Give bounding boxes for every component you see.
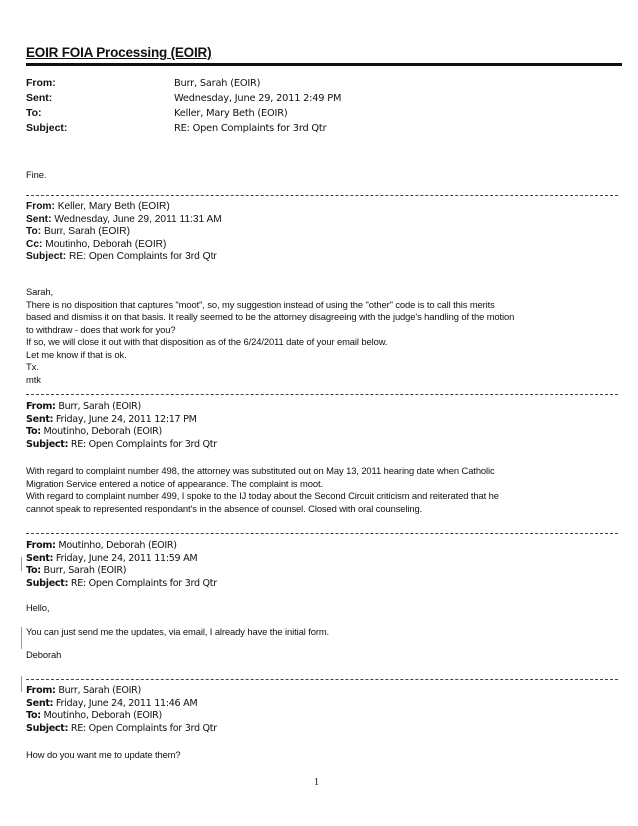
body-line: Hello, bbox=[26, 602, 50, 613]
sent-label: Sent: bbox=[26, 697, 54, 709]
from-value: Burr, Sarah (EOIR) bbox=[58, 685, 141, 696]
quoted-message-header bbox=[26, 540, 217, 590]
from-value: Moutinho, Deborah (EOIR) bbox=[58, 540, 177, 551]
quoted-message-body bbox=[26, 602, 329, 662]
header-subject-row bbox=[26, 121, 341, 136]
header-from-row bbox=[26, 76, 341, 91]
subject-label: Subject: bbox=[26, 438, 69, 450]
body-line: cannot speak to represented respondant's in the absence of counsel. Closed with oral counseling. bbox=[26, 502, 423, 514]
scan-artifact bbox=[21, 676, 22, 692]
subject-value: RE: Open Complaints for 3rd Qtr bbox=[69, 251, 217, 262]
from-label: From: bbox=[26, 77, 56, 89]
quoted-message-header bbox=[26, 401, 217, 451]
to-value: Moutinho, Deborah (EOIR) bbox=[43, 426, 162, 437]
to-value: Burr, Sarah (EOIR) bbox=[43, 565, 127, 576]
sent-value: Friday, June 24, 2011 12:17 PM bbox=[55, 413, 197, 425]
reply-body bbox=[26, 169, 46, 182]
quoted-message-header bbox=[26, 201, 222, 264]
body-line: based and dismiss it on that basis. It really seemed to be the attorney disagreeing with the judge's handling of the motion bbox=[26, 311, 515, 322]
sent-value: Friday, June 24, 2011 11:46 AM bbox=[55, 697, 198, 709]
subject-value: RE: Open Complaints for 3rd Qtr bbox=[70, 438, 217, 450]
document-title: EOIR FOIA Processing (EOIR) bbox=[26, 45, 212, 60]
body-line: How do you want me to update them? bbox=[26, 749, 181, 760]
subject-value: RE: Open Complaints for 3rd Qtr bbox=[70, 577, 217, 589]
from-label: From: bbox=[26, 685, 56, 696]
from-value: Keller, Mary Beth (EOIR) bbox=[57, 201, 170, 212]
sent-label: Sent: bbox=[26, 552, 54, 564]
to-label: To: bbox=[26, 226, 42, 237]
header-to-row bbox=[26, 106, 341, 121]
sent-label: Sent: bbox=[26, 213, 52, 225]
body-line: There is no disposition that captures "moot", so, my suggestion instead of using the "other" code is to call this merits bbox=[26, 298, 495, 310]
to-value: Keller, Mary Beth (EOIR) bbox=[174, 108, 288, 119]
email-header bbox=[26, 76, 341, 136]
subject-label: Subject: bbox=[26, 251, 67, 262]
subject-value: RE: Open Complaints for 3rd Qtr bbox=[70, 722, 217, 734]
cc-value: Moutinho, Deborah (EOIR) bbox=[45, 238, 167, 250]
body-line: Sarah, bbox=[26, 286, 54, 297]
body-line: mtk bbox=[26, 373, 41, 385]
subject-label: Subject: bbox=[26, 722, 69, 734]
body-line: Tx. bbox=[26, 361, 39, 372]
body-line: Let me know if that is ok. bbox=[26, 348, 127, 360]
sent-value: Wednesday, June 29, 2011 2:49 PM bbox=[174, 93, 342, 104]
sent-label: Sent: bbox=[26, 92, 53, 104]
subject-label: Subject: bbox=[26, 122, 68, 134]
body-line: Deborah bbox=[26, 649, 62, 660]
quoted-message-header bbox=[26, 685, 217, 735]
to-label: To: bbox=[26, 710, 41, 721]
body-line: to withdraw - does that work for you? bbox=[26, 323, 176, 335]
from-value: Burr, Sarah (EOIR) bbox=[174, 78, 261, 89]
body-line: With regard to complaint number 499, I spoke to the IJ today about the Second Circuit criticism and reiterated that he bbox=[26, 490, 499, 501]
from-label: From: bbox=[26, 201, 55, 212]
quoted-message-body bbox=[26, 749, 181, 762]
body-line: You can just send me the updates, via email, I already have the initial form. bbox=[26, 625, 330, 637]
sent-label: Sent: bbox=[26, 413, 54, 425]
message-separator bbox=[26, 679, 618, 680]
sent-value: Wednesday, June 29, 2011 11:31 AM bbox=[54, 213, 222, 225]
body-line: If so, we will close it out with that disposition as of the 6/24/2011 date of your email below. bbox=[26, 336, 388, 347]
to-value: Moutinho, Deborah (EOIR) bbox=[43, 710, 162, 721]
quoted-message-body bbox=[26, 286, 514, 386]
header-sent-row bbox=[26, 91, 341, 106]
reply-text: Fine. bbox=[26, 169, 47, 180]
to-label: To: bbox=[26, 107, 42, 119]
from-value: Burr, Sarah (EOIR) bbox=[58, 401, 141, 412]
title-rule bbox=[26, 63, 622, 66]
subject-label: Subject: bbox=[26, 577, 69, 589]
sent-value: Friday, June 24, 2011 11:59 AM bbox=[55, 552, 198, 564]
to-label: To: bbox=[26, 426, 41, 437]
subject-value: RE: Open Complaints for 3rd Qtr bbox=[174, 123, 327, 134]
page-number: 1 bbox=[314, 777, 319, 788]
to-value: Burr, Sarah (EOIR) bbox=[43, 226, 130, 237]
message-separator bbox=[26, 394, 618, 395]
body-line: Migration Service entered a notice of appearance. The complaint is moot. bbox=[26, 477, 323, 489]
scan-artifact bbox=[21, 557, 22, 571]
message-separator bbox=[26, 533, 618, 534]
body-line: With regard to complaint number 498, the attorney was substituted out on May 13, 2011 hearing date when Catholic bbox=[26, 465, 495, 476]
from-label: From: bbox=[26, 401, 56, 412]
quoted-message-body bbox=[26, 465, 499, 515]
cc-label: Cc: bbox=[26, 238, 43, 250]
scan-artifact bbox=[21, 627, 22, 649]
to-label: To: bbox=[26, 565, 41, 576]
message-separator bbox=[26, 195, 618, 196]
from-label: From: bbox=[26, 540, 56, 551]
